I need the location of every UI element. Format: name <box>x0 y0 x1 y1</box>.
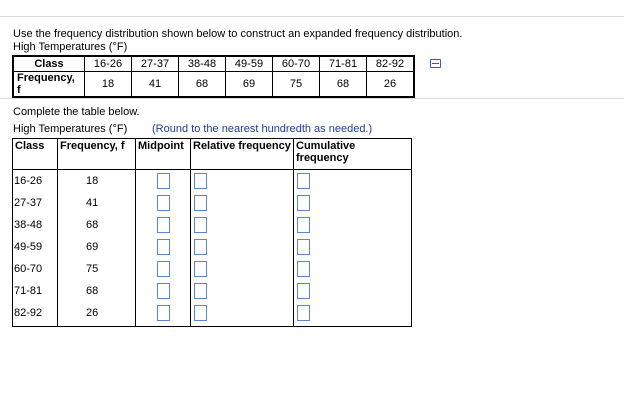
midpoint-input[interactable] <box>157 305 170 321</box>
table-row <box>13 236 412 258</box>
cumulative-frequency-input[interactable] <box>297 173 310 189</box>
relative-frequency-input[interactable] <box>194 173 207 189</box>
table-row <box>13 280 412 302</box>
class-cell: 82-92 <box>367 56 415 72</box>
frequency-cell: 69 <box>226 72 273 98</box>
frequency-label: Frequency, f <box>13 72 85 98</box>
section-divider <box>0 98 624 99</box>
midpoint-input[interactable] <box>157 173 170 189</box>
midpoint-input[interactable] <box>157 217 170 233</box>
cumulative-frequency-input[interactable] <box>297 195 310 211</box>
header-frequency: Frequency, f <box>58 139 136 170</box>
frequency-cell: 18 <box>85 72 132 98</box>
row-class: 71-81 <box>13 280 58 302</box>
relative-frequency-input[interactable] <box>194 239 207 255</box>
row-frequency: 69 <box>58 236 136 258</box>
row-frequency: 41 <box>58 192 136 214</box>
class-cell: 27-37 <box>132 56 179 72</box>
frequency-distribution-table <box>12 55 415 98</box>
top-divider <box>0 16 624 17</box>
midpoint-input[interactable] <box>157 195 170 211</box>
header-row <box>13 139 412 170</box>
header-midpoint: Midpoint <box>136 139 191 170</box>
table-row <box>13 214 412 236</box>
frequency-cell: 75 <box>273 72 320 98</box>
relative-frequency-input[interactable] <box>194 261 207 277</box>
midpoint-input[interactable] <box>157 261 170 277</box>
row-class: 27-37 <box>13 192 58 214</box>
class-cell: 38-48 <box>179 56 226 72</box>
copy-table-icon[interactable] <box>430 59 441 68</box>
table-row <box>13 192 412 214</box>
frequency-cell: 68 <box>320 72 367 98</box>
relative-frequency-input[interactable] <box>194 305 207 321</box>
class-cell: 16-26 <box>85 56 132 72</box>
table-row <box>13 258 412 280</box>
midpoint-input[interactable] <box>157 283 170 299</box>
frequency-cell: 68 <box>179 72 226 98</box>
class-label: Class <box>13 56 85 72</box>
expanded-frequency-table <box>12 138 412 327</box>
class-cell: 49-59 <box>226 56 273 72</box>
cumulative-frequency-input[interactable] <box>297 261 310 277</box>
row-class: 38-48 <box>13 214 58 236</box>
class-cell: 71-81 <box>320 56 367 72</box>
class-cell: 60-70 <box>273 56 320 72</box>
row-frequency: 75 <box>58 258 136 280</box>
relative-frequency-input[interactable] <box>194 195 207 211</box>
cumulative-frequency-input[interactable] <box>297 239 310 255</box>
header-relative-frequency: Relative frequency <box>191 139 294 170</box>
row-frequency: 26 <box>58 302 136 327</box>
row-class: 49-59 <box>13 236 58 258</box>
main-table-title: High Temperatures (°F) <box>13 123 128 135</box>
row-class: 82-92 <box>13 302 58 327</box>
header-class: Class <box>13 139 58 170</box>
cumulative-frequency-input[interactable] <box>297 305 310 321</box>
row-frequency: 68 <box>58 280 136 302</box>
table-row <box>13 170 412 193</box>
cumulative-frequency-input[interactable] <box>297 283 310 299</box>
relative-frequency-input[interactable] <box>194 217 207 233</box>
round-note: (Round to the nearest hundredth as needed.) <box>152 123 373 135</box>
frequency-cell: 41 <box>132 72 179 98</box>
row-class: 60-70 <box>13 258 58 280</box>
class-row <box>13 56 414 72</box>
complete-prompt: Complete the table below. <box>13 106 140 118</box>
header-cumulative-frequency: Cumulative frequency <box>294 139 412 170</box>
table-row <box>13 302 412 327</box>
row-frequency: 18 <box>58 170 136 193</box>
cumulative-frequency-input[interactable] <box>297 217 310 233</box>
row-frequency: 68 <box>58 214 136 236</box>
frequency-row <box>13 72 414 98</box>
midpoint-input[interactable] <box>157 239 170 255</box>
top-table-title: High Temperatures (°F) <box>13 41 128 53</box>
relative-frequency-input[interactable] <box>194 283 207 299</box>
frequency-cell: 26 <box>367 72 415 98</box>
row-class: 16-26 <box>13 170 58 193</box>
instruction-text: Use the frequency distribution shown below to construct an expanded frequency distribution. <box>13 28 463 40</box>
